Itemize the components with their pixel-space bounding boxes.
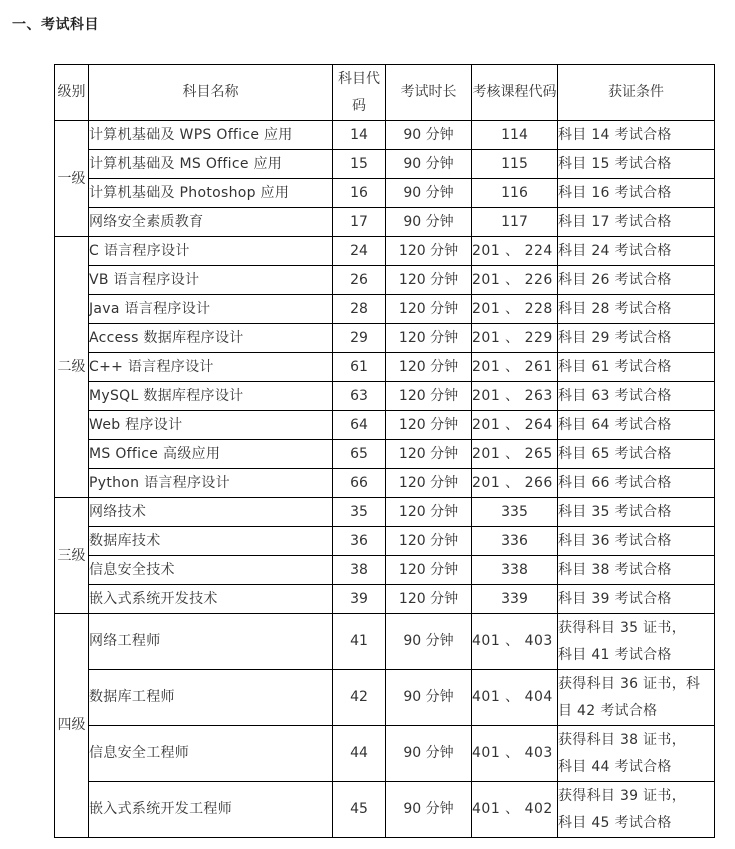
table-row [55,469,715,498]
course-code-cell: 338 [472,556,558,585]
subject-name-cell: 嵌入式系统开发技术 [89,585,333,614]
level-cell: 四级 [55,614,89,838]
header-course-code: 考核课程代码 [472,65,558,121]
table-row [55,527,715,556]
condition-line: 科目 45 考试合格 [558,814,672,831]
subject-code-cell: 24 [333,237,386,266]
duration-cell: 120 分钟 [386,295,472,324]
subject-code-cell: 44 [333,726,386,782]
duration-cell: 120 分钟 [386,585,472,614]
duration-cell: 90 分钟 [386,208,472,237]
duration-cell: 120 分钟 [386,527,472,556]
course-code-cell: 201 、 263 [472,382,558,411]
condition-cell: 科目 17 考试合格 [558,208,715,237]
table-row [55,208,715,237]
condition-cell: 科目 15 考试合格 [558,150,715,179]
level-cell: 一级 [55,121,89,237]
duration-cell: 90 分钟 [386,782,472,838]
condition-cell: 科目 29 考试合格 [558,324,715,353]
header-subject-code: 科目代码 [333,65,386,121]
duration-cell: 120 分钟 [386,411,472,440]
table-row [55,179,715,208]
course-code-cell: 201 、 264 [472,411,558,440]
subject-name-cell: 网络安全素质教育 [89,208,333,237]
course-code-cell: 335 [472,498,558,527]
condition-cell: 科目 38 考试合格 [558,556,715,585]
condition-cell: 科目 28 考试合格 [558,295,715,324]
subject-code-cell: 38 [333,556,386,585]
subject-name-cell: Python 语言程序设计 [89,469,333,498]
subject-name-cell: 信息安全技术 [89,556,333,585]
course-code-cell: 201 、 228 [472,295,558,324]
condition-cell: 科目 14 考试合格 [558,121,715,150]
condition-cell: 科目 16 考试合格 [558,179,715,208]
condition-cell: 科目 39 考试合格 [558,585,715,614]
section-title: 一、考试科目 [12,17,99,33]
subject-name-cell: Access 数据库程序设计 [89,324,333,353]
condition-line: 获得科目 36 证书，科 [558,675,701,692]
subject-code-cell: 63 [333,382,386,411]
table-row [55,382,715,411]
course-code-cell: 201 、 224 [472,237,558,266]
subject-name-cell: 信息安全工程师 [89,726,333,782]
subject-name-cell: Java 语言程序设计 [89,295,333,324]
subject-name-cell: 网络工程师 [89,614,333,670]
subject-name-cell: 嵌入式系统开发工程师 [89,782,333,838]
subject-code-cell: 17 [333,208,386,237]
subject-name-cell: C++ 语言程序设计 [89,353,333,382]
table-row [55,498,715,527]
course-code-cell: 114 [472,121,558,150]
subject-code-cell: 29 [333,324,386,353]
subject-code-cell: 16 [333,179,386,208]
course-code-cell: 115 [472,150,558,179]
table-row [55,353,715,382]
exam-subjects-table [54,64,715,838]
duration-cell: 120 分钟 [386,266,472,295]
table-row [55,670,715,726]
condition-cell [558,614,715,670]
course-code-cell: 401 、 403 [472,726,558,782]
course-code-cell: 339 [472,585,558,614]
table-row [55,614,715,670]
course-code-cell: 201 、 265 [472,440,558,469]
level-cell: 三级 [55,498,89,614]
subject-name-cell: 数据库工程师 [89,670,333,726]
table-row [55,237,715,266]
duration-cell: 90 分钟 [386,726,472,782]
subject-code-cell: 42 [333,670,386,726]
subject-name-cell: MS Office 高级应用 [89,440,333,469]
table-row [55,121,715,150]
course-code-cell: 117 [472,208,558,237]
level-cell: 二级 [55,237,89,498]
table-row [55,440,715,469]
subject-name-cell: MySQL 数据库程序设计 [89,382,333,411]
subject-code-cell: 15 [333,150,386,179]
course-code-cell: 401 、 402 [472,782,558,838]
table-row [55,295,715,324]
condition-cell: 科目 26 考试合格 [558,266,715,295]
table-header-row [55,65,715,121]
duration-cell: 120 分钟 [386,440,472,469]
duration-cell: 90 分钟 [386,614,472,670]
duration-cell: 120 分钟 [386,469,472,498]
table-row [55,585,715,614]
table-row [55,150,715,179]
course-code-cell: 401 、 403 [472,614,558,670]
header-condition: 获证条件 [558,65,715,121]
duration-cell: 90 分钟 [386,179,472,208]
table-row [55,726,715,782]
condition-cell [558,726,715,782]
table-row [55,324,715,353]
subject-code-cell: 41 [333,614,386,670]
course-code-cell: 336 [472,527,558,556]
subject-code-cell: 14 [333,121,386,150]
condition-cell: 科目 66 考试合格 [558,469,715,498]
duration-cell: 120 分钟 [386,382,472,411]
course-code-cell: 201 、 266 [472,469,558,498]
duration-cell: 120 分钟 [386,556,472,585]
subject-code-cell: 66 [333,469,386,498]
duration-cell: 90 分钟 [386,150,472,179]
header-duration: 考试时长 [386,65,472,121]
subject-code-cell: 61 [333,353,386,382]
condition-cell [558,782,715,838]
course-code-cell: 201 、 226 [472,266,558,295]
subject-name-cell: 计算机基础及 Photoshop 应用 [89,179,333,208]
condition-cell: 科目 36 考试合格 [558,527,715,556]
table-row [55,266,715,295]
course-code-cell: 116 [472,179,558,208]
condition-line: 获得科目 35 证书， [558,619,687,636]
course-code-cell: 401 、 404 [472,670,558,726]
condition-cell: 科目 64 考试合格 [558,411,715,440]
subject-code-cell: 39 [333,585,386,614]
duration-cell: 120 分钟 [386,498,472,527]
condition-line: 科目 44 考试合格 [558,758,672,775]
subject-name-cell: C 语言程序设计 [89,237,333,266]
subject-name-cell: 网络技术 [89,498,333,527]
table-row [55,782,715,838]
subject-name-cell: 计算机基础及 MS Office 应用 [89,150,333,179]
subject-name-cell: VB 语言程序设计 [89,266,333,295]
condition-line: 目 42 考试合格 [558,702,658,719]
subject-name-cell: 数据库技术 [89,527,333,556]
condition-line: 获得科目 39 证书， [558,787,687,804]
subject-code-cell: 26 [333,266,386,295]
condition-line: 获得科目 38 证书， [558,731,687,748]
table-row [55,411,715,440]
duration-cell: 90 分钟 [386,670,472,726]
condition-cell: 科目 61 考试合格 [558,353,715,382]
header-subject-name: 科目名称 [89,65,333,121]
condition-cell: 科目 65 考试合格 [558,440,715,469]
subject-code-cell: 65 [333,440,386,469]
subject-name-cell: 计算机基础及 WPS Office 应用 [89,121,333,150]
condition-cell: 科目 24 考试合格 [558,237,715,266]
subject-code-cell: 28 [333,295,386,324]
subject-code-cell: 64 [333,411,386,440]
condition-cell [558,670,715,726]
table-row [55,556,715,585]
course-code-cell: 201 、 261 [472,353,558,382]
condition-cell: 科目 35 考试合格 [558,498,715,527]
duration-cell: 120 分钟 [386,324,472,353]
condition-line: 科目 41 考试合格 [558,646,672,663]
condition-cell: 科目 63 考试合格 [558,382,715,411]
subject-code-cell: 36 [333,527,386,556]
header-level: 级别 [55,65,89,121]
subject-code-cell: 45 [333,782,386,838]
course-code-cell: 201 、 229 [472,324,558,353]
duration-cell: 120 分钟 [386,353,472,382]
duration-cell: 120 分钟 [386,237,472,266]
subject-code-cell: 35 [333,498,386,527]
duration-cell: 90 分钟 [386,121,472,150]
subject-name-cell: Web 程序设计 [89,411,333,440]
